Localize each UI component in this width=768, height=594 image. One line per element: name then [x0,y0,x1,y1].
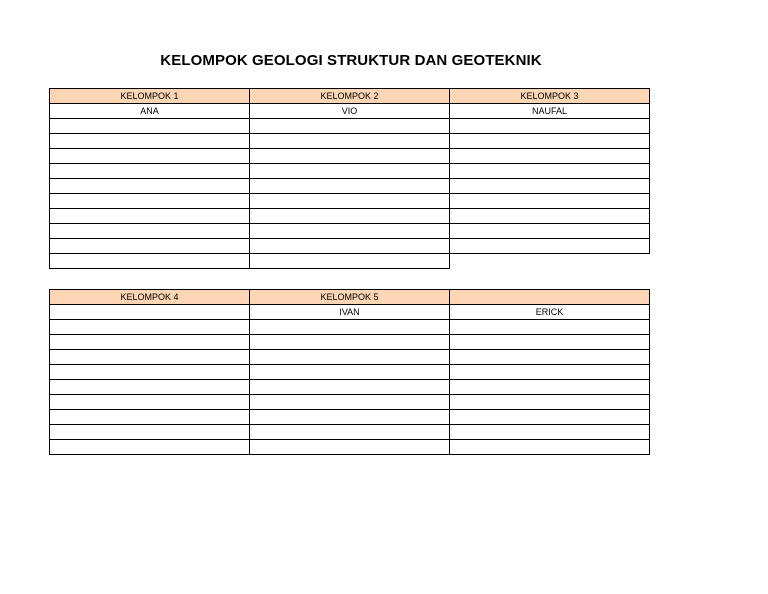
table-row [50,209,650,224]
member-cell [250,134,450,149]
table-row [50,104,650,119]
member-cell [50,305,250,320]
group-table-1-body [50,89,650,269]
member-cell [250,335,450,350]
member-cell [250,410,450,425]
member-cell [250,224,450,239]
member-cell: IVAN [250,305,450,320]
table-row [50,320,650,335]
member-cell [450,239,650,254]
table-row [50,425,650,440]
member-cell [50,134,250,149]
header-row [50,290,650,305]
member-cell [250,194,450,209]
table-row [50,410,650,425]
table-row [50,224,650,239]
member-cell [250,179,450,194]
member-cell [250,425,450,440]
member-cell [50,179,250,194]
member-cell [250,320,450,335]
table-row [50,350,650,365]
member-cell [250,365,450,380]
group-header-cell: KELOMPOK 2 [250,89,450,104]
member-cell [450,164,650,179]
member-cell [50,149,250,164]
table-row [50,239,650,254]
member-cell [250,239,450,254]
member-cell [450,119,650,134]
table-row [50,395,650,410]
member-cell [50,380,250,395]
member-cell [50,224,250,239]
member-cell: ANA [50,104,250,119]
member-cell [450,179,650,194]
member-cell [250,440,450,455]
member-cell [250,395,450,410]
member-cell [250,380,450,395]
member-cell: NAUFAL [450,104,650,119]
group-table-2-body [50,290,650,455]
table-row [50,119,650,134]
group-header-cell [450,290,650,305]
member-cell [50,350,250,365]
member-cell: VIO [250,104,450,119]
member-cell [50,164,250,179]
table-row [50,194,650,209]
member-cell [250,164,450,179]
member-cell [450,335,650,350]
member-cell [50,440,250,455]
member-cell [250,149,450,164]
member-cell [50,410,250,425]
table-row [50,179,650,194]
table-row [50,149,650,164]
group-header-cell: KELOMPOK 4 [50,290,250,305]
member-cell [50,320,250,335]
member-cell [50,365,250,380]
member-cell [250,209,450,224]
member-cell [450,425,650,440]
member-cell [450,224,650,239]
member-cell [450,149,650,164]
member-cell [50,209,250,224]
member-cell [250,254,450,269]
group-table-1 [49,88,650,269]
table-row [50,134,650,149]
page-title: KELOMPOK GEOLOGI STRUKTUR DAN GEOTEKNIK [160,52,542,69]
group-header-cell: KELOMPOK 5 [250,290,450,305]
member-cell [50,194,250,209]
table-row [50,254,650,269]
member-cell [50,395,250,410]
member-cell [450,395,650,410]
empty-space [450,254,650,269]
member-cell [250,119,450,134]
member-cell [450,194,650,209]
table-row [50,440,650,455]
member-cell [450,440,650,455]
member-cell [450,350,650,365]
member-cell [50,119,250,134]
member-cell [450,380,650,395]
member-cell [50,254,250,269]
table-row [50,335,650,350]
member-cell [450,365,650,380]
table-row [50,365,650,380]
member-cell [450,410,650,425]
member-cell: ERICK [450,305,650,320]
member-cell [50,335,250,350]
member-cell [250,350,450,365]
header-row [50,89,650,104]
member-cell [50,239,250,254]
group-table-2 [49,289,650,455]
member-cell [450,320,650,335]
member-cell [450,134,650,149]
table-row [50,380,650,395]
member-cell [450,209,650,224]
member-cell [50,425,250,440]
table-row [50,164,650,179]
group-header-cell: KELOMPOK 1 [50,89,250,104]
table-row [50,305,650,320]
group-header-cell: KELOMPOK 3 [450,89,650,104]
